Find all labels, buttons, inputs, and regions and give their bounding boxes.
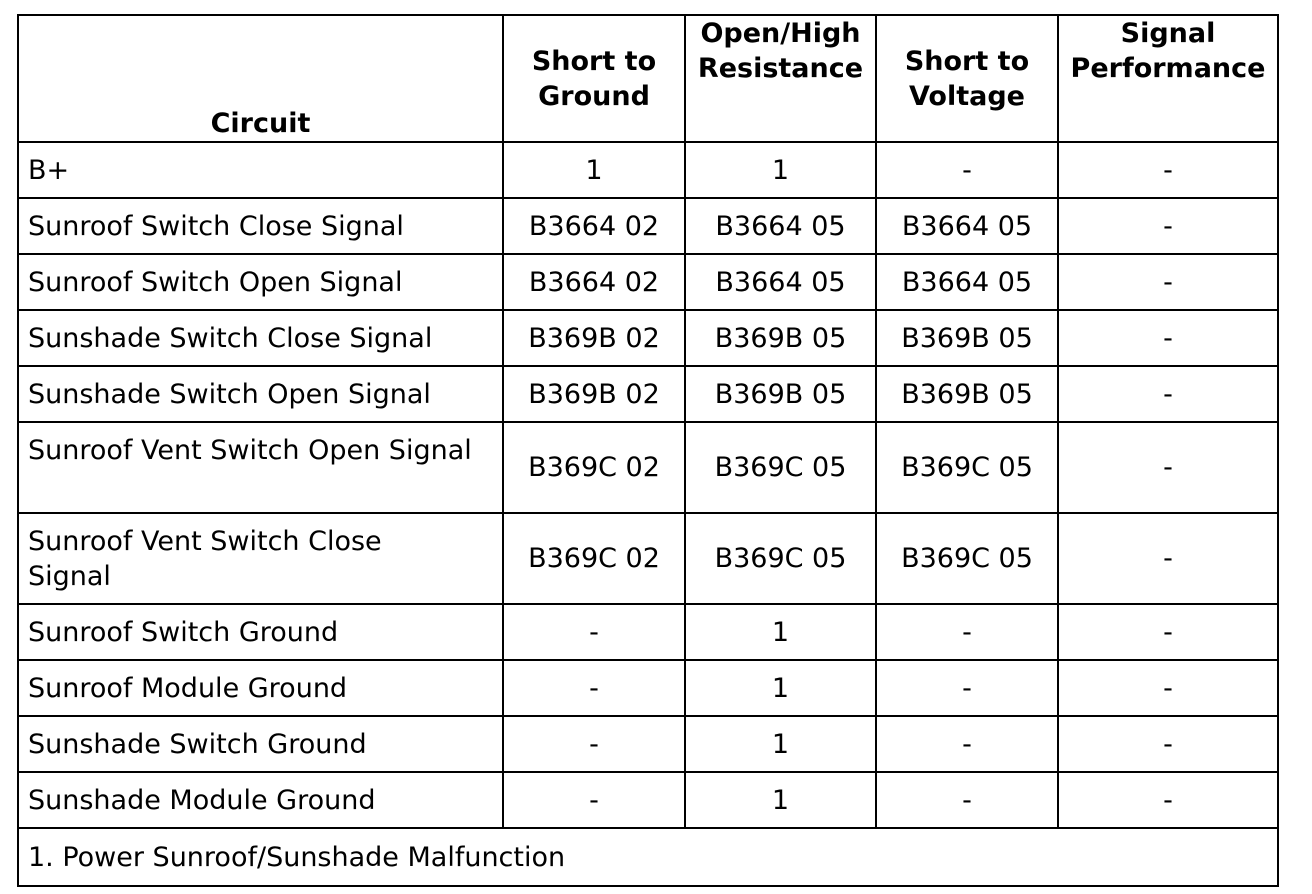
table-row xyxy=(18,310,1278,366)
cell-signal-performance: - xyxy=(1058,254,1278,310)
header-short-to-ground: Short to Ground xyxy=(503,15,685,142)
table-row xyxy=(18,772,1278,828)
cell-circuit: Sunroof Module Ground xyxy=(18,660,503,716)
table-row xyxy=(18,660,1278,716)
cell-short-to-voltage: B369B 05 xyxy=(876,310,1058,366)
cell-short-to-ground: B369C 02 xyxy=(503,422,685,513)
table-header-row xyxy=(18,15,1278,142)
cell-short-to-voltage: - xyxy=(876,142,1058,198)
cell-circuit: Sunroof Switch Close Signal xyxy=(18,198,503,254)
cell-short-to-ground: B369C 02 xyxy=(503,513,685,604)
header-short-to-voltage: Short to Voltage xyxy=(876,15,1058,142)
cell-open-high-resistance: B369C 05 xyxy=(685,513,876,604)
cell-short-to-voltage: B369C 05 xyxy=(876,513,1058,604)
header-circuit: Circuit xyxy=(18,15,503,142)
table-footnote-row xyxy=(18,828,1278,886)
cell-circuit: Sunshade Switch Ground xyxy=(18,716,503,772)
table-row xyxy=(18,422,1278,513)
cell-circuit: Sunshade Switch Close Signal xyxy=(18,310,503,366)
cell-short-to-ground: B369B 02 xyxy=(503,310,685,366)
cell-short-to-ground: - xyxy=(503,716,685,772)
table-row xyxy=(18,254,1278,310)
table-row xyxy=(18,513,1278,604)
cell-circuit: Sunshade Module Ground xyxy=(18,772,503,828)
cell-signal-performance: - xyxy=(1058,660,1278,716)
cell-circuit: Sunshade Switch Open Signal xyxy=(18,366,503,422)
cell-signal-performance: - xyxy=(1058,422,1278,513)
table-body xyxy=(18,142,1278,828)
cell-short-to-ground: - xyxy=(503,604,685,660)
footnote: 1. Power Sunroof/Sunshade Malfunction xyxy=(18,828,1278,886)
cell-short-to-voltage: - xyxy=(876,660,1058,716)
cell-short-to-voltage: - xyxy=(876,716,1058,772)
cell-open-high-resistance: 1 xyxy=(685,142,876,198)
cell-open-high-resistance: B3664 05 xyxy=(685,254,876,310)
cell-short-to-ground: - xyxy=(503,660,685,716)
header-signal-performance: Signal Performance xyxy=(1058,15,1278,142)
cell-open-high-resistance: B3664 05 xyxy=(685,198,876,254)
cell-circuit: Sunroof Switch Open Signal xyxy=(18,254,503,310)
header-open-high-resistance: Open/High Resistance xyxy=(685,15,876,142)
cell-circuit: Sunroof Vent Switch Close Signal xyxy=(18,513,503,604)
cell-open-high-resistance: B369C 05 xyxy=(685,422,876,513)
cell-short-to-voltage: B3664 05 xyxy=(876,254,1058,310)
circuit-dtc-table xyxy=(17,14,1279,887)
cell-signal-performance: - xyxy=(1058,142,1278,198)
cell-short-to-ground: - xyxy=(503,772,685,828)
cell-open-high-resistance: B369B 05 xyxy=(685,310,876,366)
cell-short-to-ground: B369B 02 xyxy=(503,366,685,422)
cell-signal-performance: - xyxy=(1058,513,1278,604)
cell-short-to-voltage: - xyxy=(876,604,1058,660)
cell-short-to-ground: B3664 02 xyxy=(503,198,685,254)
cell-short-to-voltage: B3664 05 xyxy=(876,198,1058,254)
cell-circuit: Sunroof Vent Switch Open Signal xyxy=(18,422,503,513)
table-row xyxy=(18,716,1278,772)
table-row xyxy=(18,198,1278,254)
cell-open-high-resistance: 1 xyxy=(685,604,876,660)
cell-signal-performance: - xyxy=(1058,772,1278,828)
table-row xyxy=(18,366,1278,422)
cell-open-high-resistance: B369B 05 xyxy=(685,366,876,422)
cell-signal-performance: - xyxy=(1058,198,1278,254)
cell-short-to-voltage: B369C 05 xyxy=(876,422,1058,513)
cell-short-to-voltage: B369B 05 xyxy=(876,366,1058,422)
cell-circuit: B+ xyxy=(18,142,503,198)
cell-signal-performance: - xyxy=(1058,716,1278,772)
cell-short-to-ground: 1 xyxy=(503,142,685,198)
cell-short-to-ground: B3664 02 xyxy=(503,254,685,310)
cell-signal-performance: - xyxy=(1058,310,1278,366)
cell-open-high-resistance: 1 xyxy=(685,716,876,772)
cell-signal-performance: - xyxy=(1058,604,1278,660)
cell-open-high-resistance: 1 xyxy=(685,772,876,828)
cell-short-to-voltage: - xyxy=(876,772,1058,828)
table-row xyxy=(18,142,1278,198)
cell-signal-performance: - xyxy=(1058,366,1278,422)
cell-open-high-resistance: 1 xyxy=(685,660,876,716)
cell-circuit: Sunroof Switch Ground xyxy=(18,604,503,660)
table-row xyxy=(18,604,1278,660)
